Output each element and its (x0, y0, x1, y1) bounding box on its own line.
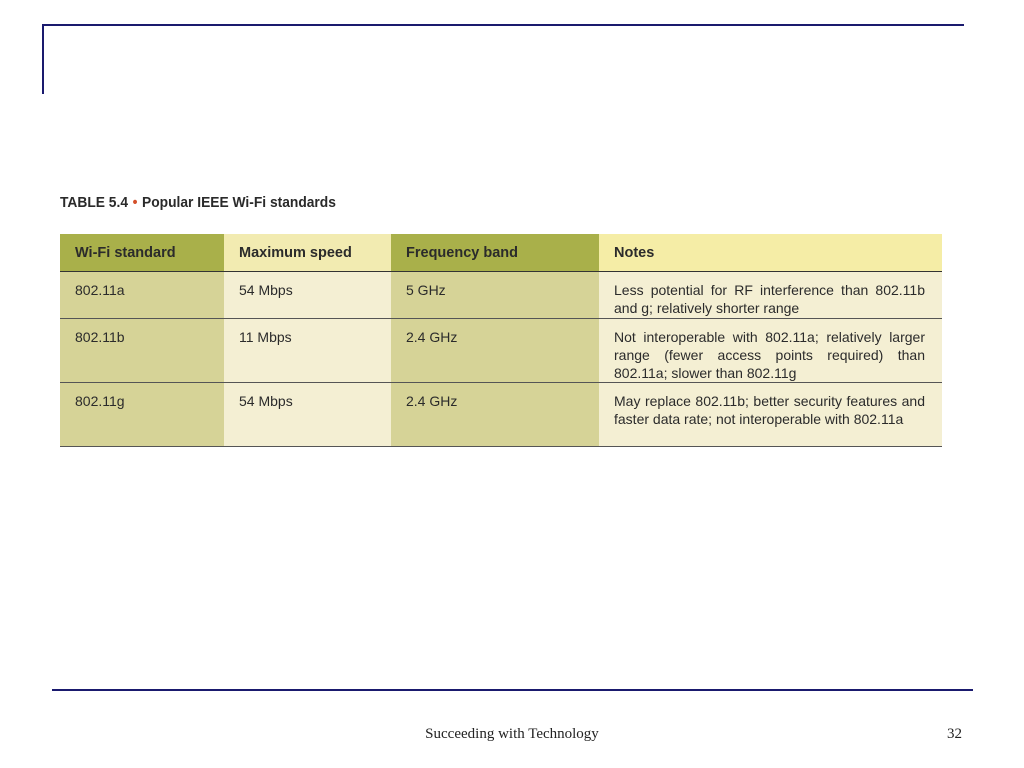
table-row (60, 319, 942, 383)
table-row (60, 383, 942, 447)
left-rule (42, 24, 44, 94)
bullet-icon: • (132, 194, 138, 211)
page-number: 32 (947, 726, 962, 742)
table-caption (60, 194, 336, 211)
bottom-rule (52, 689, 973, 691)
wifi-standards-table (60, 234, 942, 447)
cell-notes: May replace 802.11b; better security features and faster data rate; not interoperable with 802.11a (599, 383, 942, 447)
table-row (60, 272, 942, 319)
cell-speed: 54 Mbps (224, 383, 391, 447)
table-title: Popular IEEE Wi-Fi standards (142, 194, 336, 211)
cell-standard: 802.11b (60, 319, 224, 383)
header-maximum-speed: Maximum speed (224, 234, 391, 272)
table-label: TABLE 5.4 (60, 194, 128, 211)
cell-standard: 802.11g (60, 383, 224, 447)
table-header-row (60, 234, 942, 272)
cell-speed: 11 Mbps (224, 319, 391, 383)
cell-notes: Not interoperable with 802.11a; relatively larger range (fewer access points required) than 802.11a; slower than 802.11g (599, 319, 942, 383)
header-notes: Notes (599, 234, 942, 272)
header-wifi-standard: Wi-Fi standard (60, 234, 224, 272)
header-frequency-band: Frequency band (391, 234, 599, 272)
cell-speed: 54 Mbps (224, 272, 391, 319)
cell-notes: Less potential for RF interference than 802.11b and g; relatively shorter range (599, 272, 942, 319)
top-rule (42, 24, 964, 26)
footer-title: Succeeding with Technology (425, 726, 599, 742)
cell-standard: 802.11a (60, 272, 224, 319)
cell-frequency: 5 GHz (391, 272, 599, 319)
cell-frequency: 2.4 GHz (391, 383, 599, 447)
cell-frequency: 2.4 GHz (391, 319, 599, 383)
